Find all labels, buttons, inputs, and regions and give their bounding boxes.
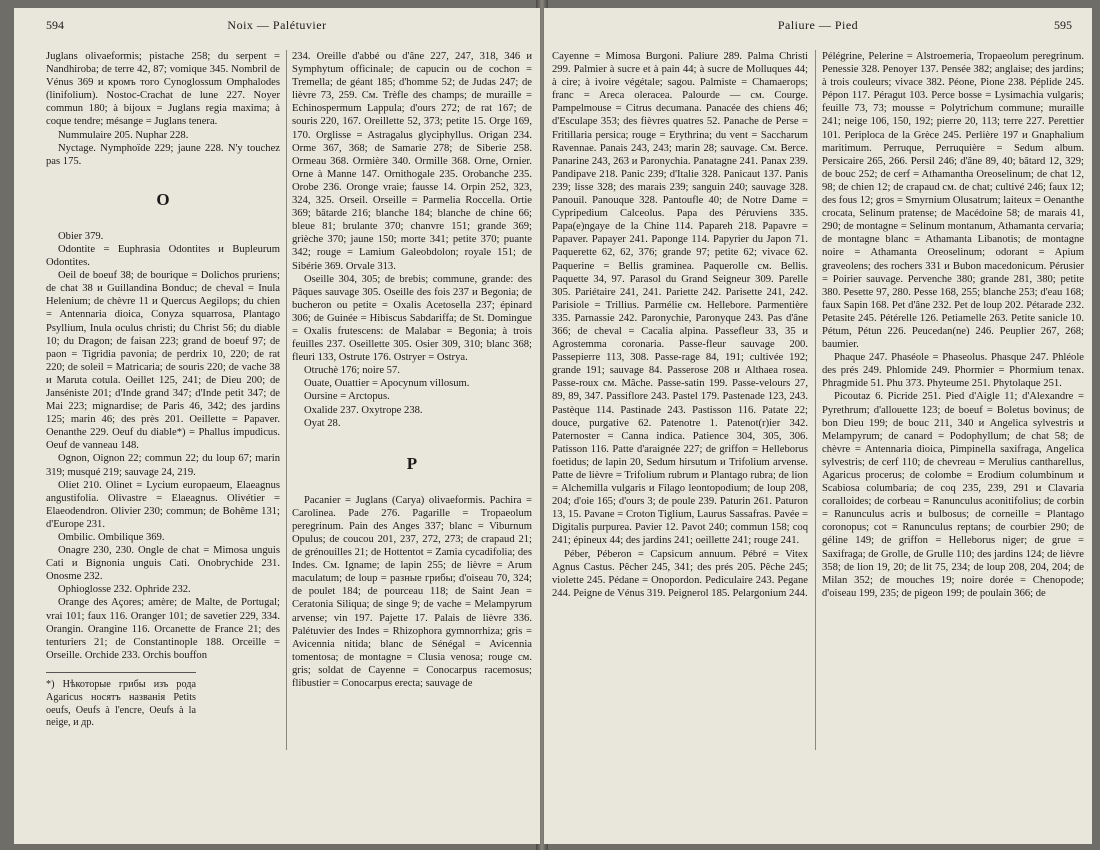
entry-paragraph: 234. Oreille d'abbé ou d'âne 227, 247, 318, 346 и Symphytum officinale; de capucin ou de cochon = Tremella; de géant 185; d'homme 52; de Judas 247; de lièvre 73, 259. См. Trèfle des champs; de muraille = Echinospermum Lappula; d'ours 272; de rat 167; de souris 220, 167. Oreillette 52, 373; petite 15. Orge 169, 170. Orglisse = Astragalus glyciphyllus. Origan 234. Orme 367, 368; de Samarie 278; de Siberie 258. Ormeau 368. Ormière 340. Ormille 368. Orne, Ornier. Orne à Manne 147. Ornithogale 235. Orobanche 235. Orobe 236. Oronge vraie; fausse 14. Orpin 252, 323, 324, 325. Orseil. Orseille = Parmelia Roccella. Ortie 369; bâtarde 216; blanche 184; blanche de chine 66; bleue 81; brulante 370; chanvre 151; grande 369; grièche 370; jaune 150; morte 341; petite 370; puante 342; rouge = Lamium Galeobdolon; royale 151; de Sibérie 369. Orvale 313. [292, 51, 532, 272]
entry-paragraph: Cayenne = Mimosa Burgoni. Paliure 289. Palma Christi 299. Palmier à sucre et à pain 44; à sucre de Molluques 44; à cire; à ivoire végétale; sagou. Palmiste = Chamaerops; franc = Areca oleracea. Palourde — см. Courge. Pampelmouse = Citrus decumana. Panacée des chiens 46; d'Esculape 353; des fièvres quatres 52. Panache de Perse = Fritillaria persica; rouge = Erythrina; du vent = Saccharum Ravennae. Panais 243, 243; marin 28; sauvage. См. Berce. Panarine 243, 263 и Paronychia. Panatagne 241. Panax 239. Pandipave 218. Panic 239; d'Italie 328. Panicaut 137. Panis 239; lisse 328; des marais 239; sanguin 240; sauvage 328. Panouil. Panouque 328. Pantoufle 40; de Notre Dame = Cypripedium Calceolus. Papa des Péruviens 335. Papa(e)ngaye de la Chine 114. Papareh 218. Papavre = Papaver. Papayer 241. Paponge 114. Papyrier du Japon 71. Paquerette 62, 62, 376; grande 97; petite 62; vivace 62. Paquerine = Bellis graminea. Paquerolle см. Bellis. Paquette 34, 97. Parasol du Grand Seigneur 309. Parelle 305. Pariétaire 241, 241. Pariette 242. Parisette 241, 242. Parisiole = Trillius. Parmélie см. Hellebore. Parmentière 335. Parnassie 242. Paronychie, Paronyque 243. Pas d'âne 366; de cheval = Cacalia alpina. Passefleur 33, 35 и Agrostemma coronaria. Passe-fleur sauvage 200. Passepierre 113, 308. Passe-rage 84, 191; cultivée 192; grande 191; sauvage 84. Passerose 208 и Althaea rosea. Passe-roux см. Mâche. Passe-satin 199. Passe-velours 27, 89, 89, 347. Passiflore 243. Pastel 179. Pastenade 123, 243. Pastèque 114. Pastinade 243. Pastisson 116. Patate 22; douce, purgative 62. Patenotre 1. Patenot(r)ier 342. Paternoster = Canna indica. Patience 304, 305, 306. Patisson 116. Patte d'araignée 227; de griffon = Helleborus foetidus; de lapin 20, Sedum hirsutum и Trifolium arvense. Patte de lièvre = Trifolium rubrum и Plantago rubra; de lion = Alchemilla vulgaris и Filago leontopodium; de loup 208, 204; d'oie 165; d'ours 3; de poule 239. Paturin 261. Paturon 13, 15. Pavane = Croton Tiglium, Laurus Sassafras. Pavée = Digitalis purpurea. Pavier 12. Pavot 240; commun 158; coq 241; épineux 44; des jardins 241; oeillette 241; rouge 241. [552, 51, 808, 547]
entry-paragraph: Orange des Açores; amère; de Malte, de Portugal; vrai 101; faux 116. Oranger 101; de savetier 229, 334. Orangin. Orangine 116. Orcanette de France 21; des tenturiers 21; de Constantinople 188. Orceille = Orseille. Orchide 233. Orchis bouffon [46, 597, 280, 661]
right-page [544, 8, 1092, 844]
entry-paragraph: Oeil de boeuf 38; de bourique = Dolichos pruriens; de chat 38 и Guillandina Bonduc; de cheval = Inula Helenium; de chèvre 11 и Quercus Aegilops; du chien = Antennaria dioica, Conyza squarrosa, Plantago Psyllium, Inula oculus christi; du Christ 56; du diable 10; du Dragon; de faisan 223; grand de boeuf 97; de paon = Tigridia pavonia; de perdrix 10, 220; de rat 220; de soleil = Matricaria; de souris 220; de vache 38 и Maruta cotula. Oeillet 125, 241; de Dieu 200; de Janséniste 201; d'Inde grand 347; d'Inde petit 347; de Mai 223; mignardise; de Paris 46, 342; des jardins 125; marin 46; des près 201. Oeillette = Papaver. Oenanthe 229. Oeuf du diable*) = Phallus impudicus. Oeuf de vanneau 148. [46, 270, 280, 452]
left-column-a [46, 50, 280, 730]
entry-paragraph: Ophioglosse 232. Ophride 232. [58, 584, 191, 596]
left-page-number: 594 [46, 18, 64, 32]
entry-paragraph: Obier 379. [58, 230, 104, 242]
entry-paragraph: Ombilic. Ombilique 369. [58, 532, 165, 543]
left-column-b [292, 50, 532, 690]
entry-paragraph: Odontite = Euphrasia Odontites и Bupleurum Odontites. [46, 243, 280, 269]
right-column-b [822, 50, 1084, 600]
left-running-head [14, 18, 540, 34]
entry-paragraph: Pacanier = Juglans (Carya) olivaeformis. Pachira = Carolinea. Pade 276. Pagarille = Tropaeolum peregrinum. Pain des Anges 337; blanc = Viburnum Opulus; de coucou 201, 237, 272, 273; de crapaud 21; de grénouilles 21; de Hottentot = Zamia cycadifolia; des Indes. См. Igname; de lapin 255; de lièvre = Arum maculatum; de loup = разные грибы; d'oiseau 70, 324; de poulet 184; de pourceau 118; de Saint Jean = Ceratonia Siliqua; de singe 9; de vache = Melampyrum arvense; vin 197. Pajette 17. Palais de lièvre 336. Palétuvier des Indes = Rhizophora gymnorrhiza; gris = Avicennia nitida; blanc de Sénégal = Avicennia tomentosa; de montagne = Clusia venosa; rouge см. gris; soldat de Cayenne = Conocarpus racemosus; flibustier = Conocarpus erecta; sauvage de [292, 494, 532, 690]
entry-paragraph: Onagre 230, 230. Ongle de chat = Mimosa unguis Cati и Bignonia unguis Cati. Onobrychide 231. Onosme 232. [46, 545, 280, 583]
left-column-rule [286, 50, 287, 750]
section-letter-p: P [406, 453, 418, 473]
right-page-number: 595 [1054, 18, 1072, 32]
entry-paragraph: Otruchè 176; noire 57. [304, 365, 400, 377]
footnote [46, 672, 196, 730]
section-letter-o: O [156, 189, 170, 209]
entry-paragraph: Ognon, Oignon 22; commun 22; du loup 67; marin 319; musqué 219; sauvage 24, 219. [46, 453, 280, 478]
entry-paragraph: Phaque 247. Phaséole = Phaseolus. Phasque 247. Phléole des prés 249. Phlomide 249. Phormier = Phormium tenax. Phragmide 51. Phu 373. Phyteume 251. Phytolaque 251. [822, 352, 1084, 390]
entry-paragraph: Oseille 304, 305; de brebis; commune, grande: des Pâques sauvage 305. Oseille des fois 237 и Begonia; de bucheron ou petite = Oxalis Acetosella 237; épinard 306; de Guinée = Hibiscus Sabdariffa; de St. Domingue = Oxalis frutescens: de Malabar = Begonia; à trois feuilles 237. Oseillette 305. Osier 309, 310; blanc 368; fleuri 133, Ostrute 176. Ostryer = Ostrya. [292, 273, 532, 364]
entry-paragraph: Oliet 210. Olinet = Lycium europaeum, Elaeagnus angustifolia. Olivastre = Elaeagnus. Olivétier = Elaeodendron. Olivier 230; commun; de Bohême 131; d'Europe 231. [46, 479, 280, 530]
footnote-text: *) Нѣкоторые грибы изъ рода Agaricus носятъ названія Petits oeufs, Oeufs à l'encre, Oeufs à la neige, и др. [46, 678, 196, 729]
entry-paragraph: Juglans olivaeformis; pistache 258; du serpent = Nandhiroba; de terre 42, 87; vomique 345. Nombril de Vénus 369 и кромъ того Cynoglossum Omphalodes (linifolium). Nostoc-Crachat de lune 227. Noyer commun 180; à bijoux = Juglans regia maxima; à coque tendre; mésange = Juglans tenera. [46, 51, 280, 128]
entry-paragraph: Pélégrine, Pelerine = Alstroemeria, Tropaeolum peregrinum. Penessie 328. Penoyer 137. Pensée 382; anglaise; des jardins; à trois couleurs; vivace 382. Péone, Pione 238. Péplide 245. Pépon 117. Péragut 103. Perce bosse = Lysimachia vulgaris; feuille 73, 73; mousse = Polytrichum commune; muraille 241; neige 106, 150, 192; pierre 20, 113; terre 227. Perettier 101. Periploca de la Grèce 245. Perlière 197 и Gnaphalium maritimum. Perruque, Perruquière = Sedum album. Persicaire 265, 266. Persil 246; d'âne 89, 40; bâtard 12, 329; de bouc 252; de cerf = Athamantha Oreoselinum; de chat 12, 98; de chien 12; de crapaud см. de chat; cultivé 246; faux 12; des fous 12; gros = Smyrnium Olusatrum; laiteux = Oenanthe crocata, Selinum pratense; de Macédoine 58; de marais 41, 290; de montagne = Selinum montanum, Athamanta cervaria; de montagne blanc = Athamanta Libanotis; de montagne noire = Athamanta Oreoselinum; odorant = Apium graveolens; des rochers 331 и Bubon macedonicum. Pérusier = Poirier sauvage. Pervenche 380; grande 281, 380; petite 380. Pesette 97, 280. Pesse 168, 255; blanche 253; d'eau 168; faux Sapin 168. Pet d'âne 232. Pet de loup 202. Pétarade 232. Petasite 245. Pétérelle 126. Petiamelle 263. Petite sanicle 10. Pétum, Pétun 226. Peucedan(ne) 246. Peuplier 267, 268; baumier. [822, 51, 1084, 351]
entry-paragraph: Oxalide 237. Oxytrope 238. [304, 404, 423, 416]
entry-paragraph: Nummulaire 205. Nuphar 228. [58, 129, 189, 141]
right-running-head [544, 18, 1092, 34]
left-page [14, 8, 540, 844]
right-running-title: Paliure — Pied [777, 18, 859, 32]
entry-paragraph: Ouate, Ouattier = Apocynum villosum. [304, 378, 470, 390]
right-column-a [552, 50, 808, 600]
entry-paragraph: Picoutaz 6. Picride 251. Pied d'Aigle 11; d'Alexandre = Pyrethrum; d'allouette 123; de boeuf = Boletus bovinus; de bon Dieu 199; de bouc 211, 340 и Angelica sylvestris и Melampyrum; de canard = Podophyllum; de chat 58; de chèvre = Antennaria dioica, Pimpinella saxifraga, Angelica sylvestris; de cerf 110; de chevreau = Merulius cantharellus, Agaricus procerus; de colombe = Erodium columbinum и Scabiosa columbaria; de coq 235, 239, 291 и Clavaria coralloides; de corbeau = Ranunculus aconitifolius; de corbin = Ranunculus acris и bulbosus; de corneille = Plantago coronopus; cot = Ranunculus reptans; de courbier 290; de géline 149; de griffon = Helleborus niger; de grue = Saxifraga; de Grolle, de Grulle 110; des jardins 124; de lièvre 358; de lion 19, 20; de lit 75, 234; de loup 208, 204, 204; de Milan 352; de mouches 19; noire dorée = Chenopode; d'oiseau 199, 235; de pigeon 199; de poulain 366; de [822, 391, 1084, 599]
right-column-rule [815, 50, 816, 750]
left-running-title: Noix — Palétuvier [227, 18, 327, 32]
entry-paragraph: Oyat 28. [304, 417, 341, 429]
entry-paragraph: Nyctage. Nymphoïde 229; jaune 228. N'y touchez pas 175. [46, 142, 280, 167]
entry-paragraph: Péber, Péberon = Capsicum annuum. Pébré = Vitex Agnus Castus. Pêcher 245, 341; des prés 205. Pêche 245; violette 245. Pédane = Onopordon. Pediculaire 243. Pegane 244. Peigne de Vénus 319. Peignerol 185. Pelargonium 244. [552, 548, 808, 599]
entry-paragraph: Oursine = Arctopus. [304, 391, 390, 403]
